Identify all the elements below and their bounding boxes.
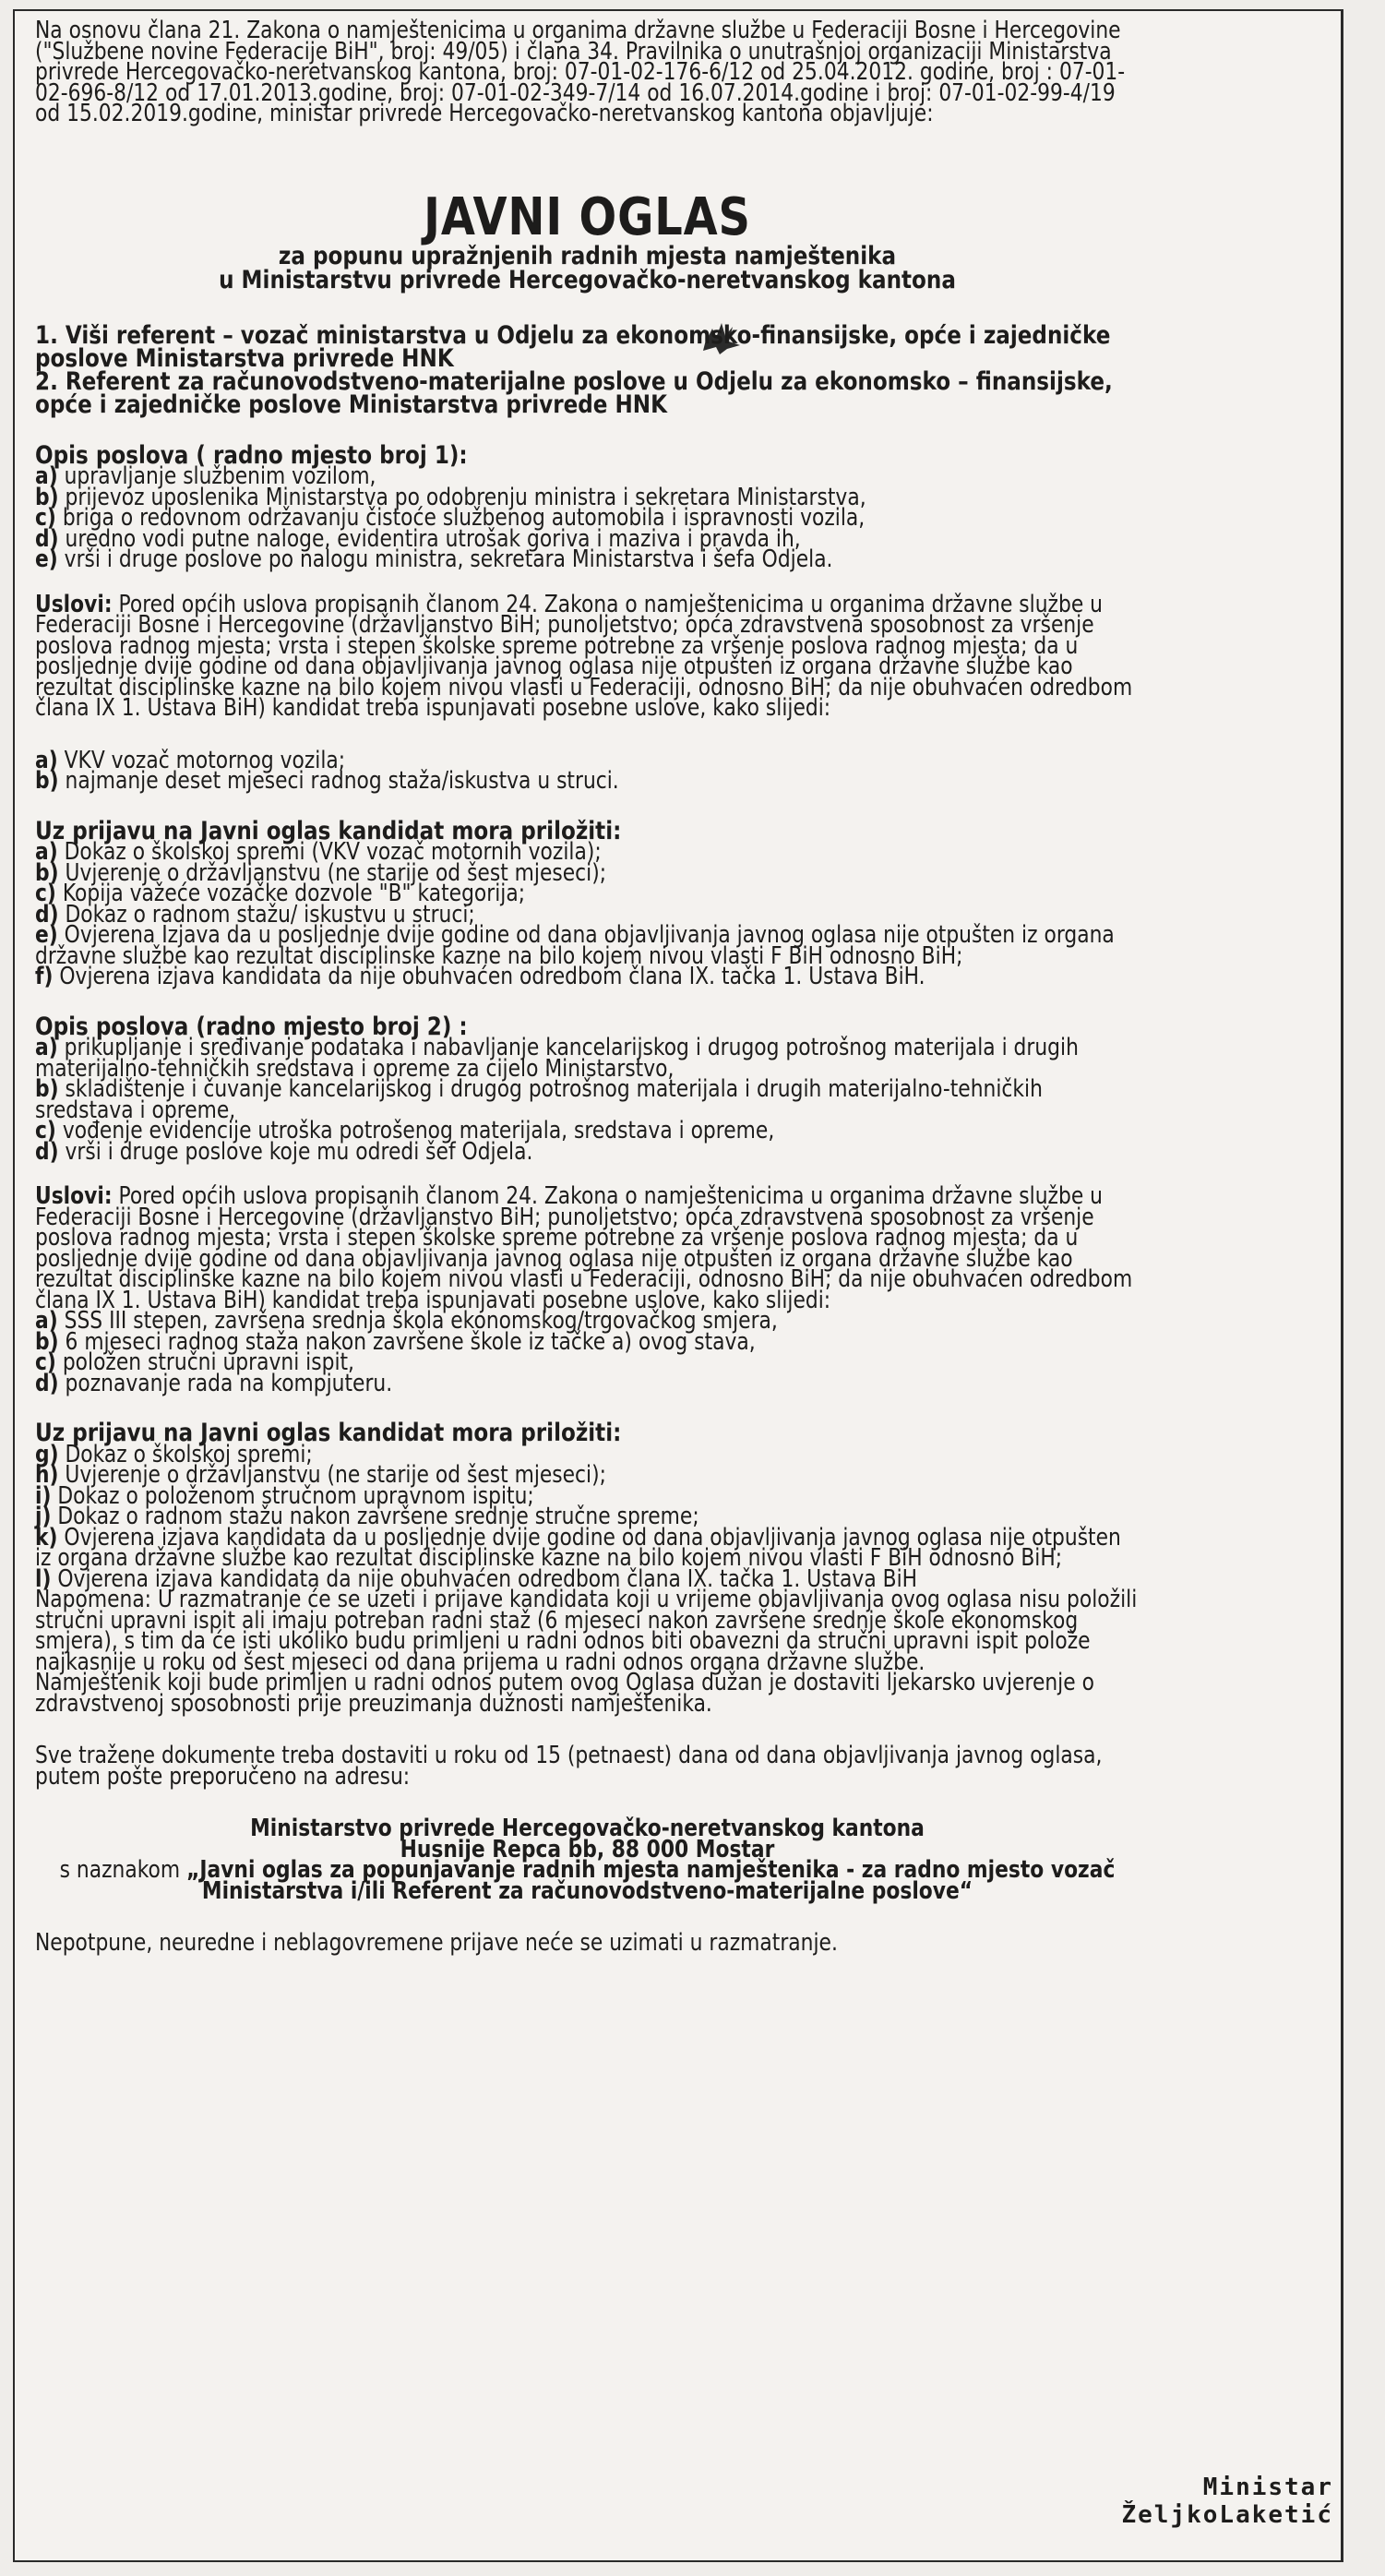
item-text: najmanje deset mjeseci radnog staža/iskustva u struci. bbox=[58, 767, 619, 795]
conditions-1-list bbox=[35, 746, 1140, 795]
item-text: Ovjerena izjava kandidata da u posljednje dvije godine od dana objavljivanja javnog oglasa nije otpušten iz organa državne službe kao rezultat disciplinske kazne na bilo kojem nivou vlasti F BiH odnosno BiH; bbox=[35, 1523, 1121, 1572]
item-text: Ovjerena izjava kandidata da nije obuhvaćen odredbom člana IX. tačka 1. Ustava BiH. bbox=[53, 963, 925, 990]
item-label: g) bbox=[35, 1440, 59, 1468]
note-paragraph: Napomena: U razmatranje će se uzeti i prijave kandidata koji u vrijeme objavljivanja ovog oglasa nisu položili stručni upravni ispit ali imaju potreban radni staž (6 mjeseci nakon završene srednje škole ekonomskog smjera), s tim da će isti ukoliko budu primljeni u radni odnos biti obavezni da stručni upravni ispit polože najkasnije u roku od šest mjeseci od dana prijema u radni odnos organa državne službe. bbox=[35, 1586, 1138, 1676]
item-label: a) bbox=[35, 1034, 58, 1061]
document-subtitle bbox=[35, 241, 1140, 294]
item-text: upravljanje službenim vozilom, bbox=[57, 462, 376, 490]
conditions-text: Pored općih uslova propisanih članom 24. Zakona o namještenicima u organima državne službe u Federaciji Bosne i Hercegovine (državljanstvo BiH; punoljetstvo; opća zdravstvena sposobnost za vršenje poslova radnog mjesta; vrsta i stepen školske spreme potrebne za vršenje poslova radnog mjesta; da u posljednje dvije godine od dana objavljivanja javnog oglasa nije otpušten iz organa državne službe kao rezultat disciplinske kazne na bilo kojem nivou vlasti u Federaciji, odnosno BiH; da nije obuhvaćen odredbom člana IX 1. Ustava BiH) kandidat treba ispunjavati posebne uslove, kako slijedi: bbox=[35, 1182, 1133, 1314]
list-item bbox=[35, 1369, 1140, 1397]
address-line-1: Ministarstvo privrede Hercegovačko-neretvanskog kantona bbox=[250, 1815, 925, 1842]
list-item bbox=[35, 767, 1140, 795]
item-label: b) bbox=[35, 483, 59, 511]
document-body bbox=[35, 17, 1140, 1957]
position-2: 2. Referent za računovodstveno-materijalne poslove u Odjelu za ekonomsko – finansijske, opće i zajedničke poslove Ministarstva privrede HNK bbox=[35, 366, 1113, 419]
conditions-2 bbox=[35, 1182, 1140, 1314]
address-line-2: Husnije Repca bb, 88 000 Mostar bbox=[400, 1835, 775, 1863]
item-text: vrši i druge poslove koje mu odredi šef Odjela. bbox=[58, 1137, 533, 1166]
conditions-text: Pored općih uslova propisanih članom 24. Zakona o namještenicima u organima državne službe u Federaciji Bosne i Hercegovine (državljanstvo BiH; punoljetstvo; opća zdravstvena sposobnost za vršenje poslova radnog mjesta; vrsta i stepen školske spreme potrebne za vršenje poslova radnog mjesta; da u posljednje dvije godine od dana objavljivanja javnog oglasa nije otpušten iz organa državne službe kao rezultat disciplinske kazne na bilo kojem nivou vlasti u Federaciji, odnosno BiH; da nije obuhvaćen odredbom člana IX 1. Ustava BiH) kandidat treba ispunjavati posebne uslove, kako slijedi: bbox=[35, 590, 1133, 722]
intro-paragraph: Na osnovu člana 21. Zakona o namještenicima u organima državne službe u Federaciji Bosne i Hercegovine ("Službene novine Federacije BiH", broj: 49/05) i člana 34. Pravilnika o unutrašnjoj organizaciji Ministarstva privrede Hercegovačko-neretvanskog kantona, broj: 07-01-02-176-6/12 od 25.04.2012. godine, broj : 07-01-02-696-8/12 od 17.01.2013.godine, broj: 07-01-02-349-7/14 od 16.07.2014.godine i broj: 07-01-02-99-4/19 od 15.02.2019.godine, ministar privrede Hercegovačko-neretvanskog kantona objavljuje: bbox=[35, 17, 1126, 127]
item-text: SSS III stepen, završena srednja škola ekonomskog/trgovačkog smjera, bbox=[57, 1307, 778, 1335]
list-item bbox=[35, 1075, 1140, 1124]
item-label: b) bbox=[35, 1327, 59, 1356]
item-text: vrši i druge poslove po nalogu ministra, sekretara Ministarstva i šefa Odjela. bbox=[57, 545, 833, 573]
section-2-list bbox=[35, 1034, 1140, 1166]
item-label: h) bbox=[35, 1461, 59, 1489]
conditions-label: Uslovi: bbox=[35, 1182, 113, 1210]
item-label: b) bbox=[35, 1075, 59, 1103]
item-text: Ovjerena Izjava da u posljednje dvije godine od dana objavljivanja javnog oglasa nije otpušten iz organa državne službe kao rezultat disciplinske kazne na bilo kojem nivou vlasti F BiH odnosno BiH; bbox=[35, 921, 1115, 970]
item-label: j) bbox=[35, 1503, 52, 1530]
item-text: Dokaz o radnom stažu nakon završene srednje stručne spreme; bbox=[51, 1503, 699, 1530]
item-label: d) bbox=[35, 524, 59, 553]
item-label: b) bbox=[35, 858, 59, 887]
position-1: 1. Viši referent – vozač ministarstva u Odjelu za ekonomsko-finansijske, opće i zajedničke poslove Ministarstva privrede HNK bbox=[35, 320, 1111, 373]
subject-prefix: s naznakom bbox=[59, 1856, 187, 1884]
list-item bbox=[35, 921, 1140, 970]
incomplete-applications-note: Nepotpune, neuredne i neblagovremene prijave neće se uzimati u razmatranje. bbox=[35, 1929, 838, 1957]
item-label: d) bbox=[35, 900, 59, 929]
item-label: a) bbox=[35, 1307, 58, 1335]
item-text: Dokaz o radnom stažu/ iskustvu u struci; bbox=[58, 900, 475, 929]
documents-2-list bbox=[35, 1440, 1140, 1593]
item-text: briga o redovnom održavanju čistoće službenog automobila i ispravnosti vozila, bbox=[55, 504, 866, 532]
item-text: skladištenje i čuvanje kancelarijskog i drugog potrošnog materijala i drugih materijalno-tehničkih sredstava i opreme, bbox=[35, 1075, 1043, 1124]
conditions-1 bbox=[35, 590, 1140, 722]
item-label: e) bbox=[35, 921, 58, 949]
item-label: d) bbox=[35, 1137, 59, 1166]
list-item bbox=[35, 1034, 1140, 1083]
item-text: Ovjerena izjava kandidata da nije obuhvaćen odredbom člana IX. tačka 1. Ustava BiH bbox=[51, 1564, 918, 1593]
deadline-paragraph: Sve tražene dokumente treba dostaviti u roku od 15 (petnaest) dana od dana objavljivanja javnog oglasa, putem pošte preporučeno na adresu: bbox=[35, 1742, 1103, 1791]
item-label: l) bbox=[35, 1564, 52, 1593]
item-text: poznavanje rada na kompjuteru. bbox=[58, 1369, 393, 1397]
item-text: Kopija važeće vozačke dozvole "B" kategorija; bbox=[55, 880, 526, 907]
item-label: a) bbox=[35, 746, 58, 774]
item-label: d) bbox=[35, 1369, 59, 1397]
conditions-label: Uslovi: bbox=[35, 590, 113, 618]
subtitle-line-2: u Ministarstvu privrede Hercegovačko-neretvanskog kantona bbox=[219, 265, 956, 294]
item-text: vođenje evidencije utroška potrošenog materijala, sredstava i opreme, bbox=[55, 1117, 775, 1144]
item-text: položen stručni upravni ispit, bbox=[55, 1348, 354, 1376]
signature-name: ŽeljkoLaketić bbox=[1121, 2501, 1333, 2529]
list-item bbox=[35, 545, 1140, 573]
documents-1-heading: Uz prijavu na Javni oglas kandidat mora priložiti: bbox=[35, 816, 622, 845]
item-text: prijevoz uposlenika Ministarstva po odobrenju ministra i sekretara Ministarstva, bbox=[58, 483, 866, 511]
signature-block bbox=[1122, 2474, 1334, 2529]
item-text: Uvjerenje o državljanstvu (ne starije od šest mjeseci); bbox=[58, 858, 607, 887]
item-label: c) bbox=[35, 1348, 56, 1376]
signature-title: Ministar bbox=[1202, 2474, 1333, 2501]
section-1-heading: Opis poslova ( radno mjesto broj 1): bbox=[35, 440, 468, 470]
section-2-heading: Opis poslova (radno mjesto broj 2) : bbox=[35, 1012, 468, 1041]
list-item bbox=[35, 1523, 1140, 1572]
item-text: Dokaz o položenom stručnom upravnom ispitu; bbox=[51, 1481, 534, 1510]
subject-text: „Javni oglas za popunjavanje radnih mjesta namještenika - za radno mjesto vozač Ministarstva i/ili Referent za računovodstveno-materijalne poslove“ bbox=[186, 1856, 1116, 1905]
item-text: 6 mjeseci radnog staža nakon završene škole iz tačke a) ovog stava, bbox=[58, 1327, 756, 1356]
subject-line bbox=[35, 1856, 1140, 1905]
documents-1-list bbox=[35, 838, 1140, 990]
list-item bbox=[35, 963, 1140, 990]
item-label: a) bbox=[35, 462, 58, 490]
section-1-list bbox=[35, 462, 1140, 573]
documents-2-heading: Uz prijavu na Javni oglas kandidat mora priložiti: bbox=[35, 1419, 622, 1447]
item-label: b) bbox=[35, 767, 59, 795]
item-label: c) bbox=[35, 880, 56, 907]
item-text: uredno vodi putne naloge, evidentira utrošak goriva i maziva i pravda ih, bbox=[58, 524, 801, 553]
subtitle-line-1: za popunu upražnjenih radnih mjesta namještenika bbox=[278, 241, 897, 270]
item-label: f) bbox=[35, 963, 54, 990]
item-label: a) bbox=[35, 838, 58, 866]
item-text: prikupljanje i sređivanje podataka i nabavljanje kancelarijskog i drugog potrošnog materijala i drugih materijalno-tehničkih sredstava i opreme za cijelo Ministarstvo, bbox=[35, 1034, 1079, 1083]
item-text: Dokaz o školskoj spremi (VKV vozač motornih vozila); bbox=[57, 838, 602, 866]
item-text: Dokaz o školskoj spremi; bbox=[58, 1440, 313, 1468]
item-label: e) bbox=[35, 545, 58, 573]
item-text: VKV vozač motornog vozila; bbox=[57, 746, 346, 774]
medical-note-paragraph: Namještenik koji bude primljen u radni odnos putem ovog Oglasa dužan je dostaviti ljekarsko uvjerenje o zdravstvenoj sposobnosti prije preuzimanja dužnosti namještenika. bbox=[35, 1669, 1094, 1718]
item-label: c) bbox=[35, 1117, 56, 1144]
item-label: c) bbox=[35, 504, 56, 532]
document-title: JAVNI OGLAS bbox=[424, 186, 751, 247]
item-label: i) bbox=[35, 1481, 52, 1510]
item-text: Uvjerenje o državljanstvu (ne starije od šest mjeseci); bbox=[58, 1461, 606, 1489]
item-label: k) bbox=[35, 1523, 58, 1552]
conditions-2-list bbox=[35, 1307, 1140, 1397]
